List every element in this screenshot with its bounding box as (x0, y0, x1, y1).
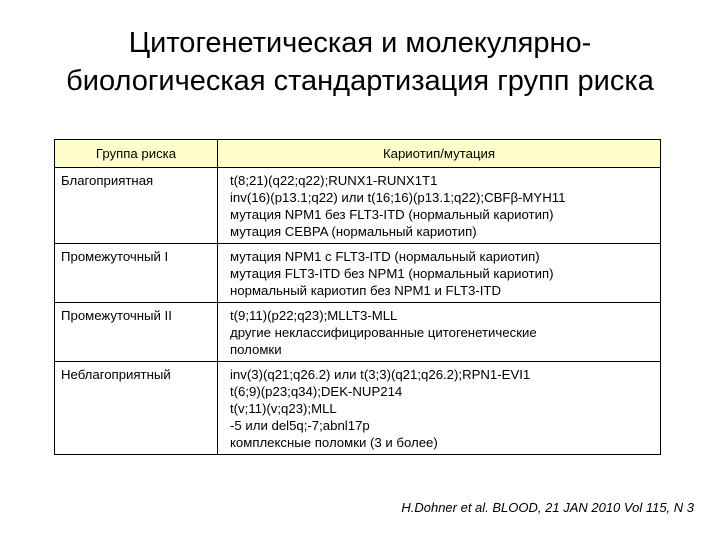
mutation-cell (218, 303, 661, 362)
mutation-line: inv(3)(q21;q26.2) или t(3;3)(q21;q26.2);RPN1-EVI1 (230, 367, 531, 382)
mutation-cell (218, 362, 661, 455)
mutation-line: t(v;11)(v;q23);MLL (230, 401, 337, 416)
mutation-line: t(6;9)(p23;q34);DEK-NUP214 (230, 384, 403, 399)
mutation-line: t(9;11)(p22;q23);MLLT3-MLL (230, 308, 398, 323)
page-title (0, 24, 720, 100)
risk-group-cell: Благоприятная (55, 168, 218, 244)
table-row (55, 244, 661, 303)
risk-group-cell: Промежуточный I (55, 244, 218, 303)
mutation-line: t(8;21)(q22;q22);RUNX1-RUNX1T1 (230, 173, 438, 188)
mutation-cell (218, 168, 661, 244)
table-header-row (55, 140, 661, 168)
risk-group-cell: Промежуточный II (55, 303, 218, 362)
mutation-cell (218, 244, 661, 303)
table-row (55, 168, 661, 244)
citation: H.Dohner et al. BLOOD, 21 JAN 2010 Vol 115, N 3 (401, 500, 694, 515)
table-row (55, 362, 661, 455)
title-line-2: биологическая стандартизация групп риска (66, 65, 654, 97)
mutation-line: мутация NPM1 с FLT3-ITD (нормальный кариотип) (230, 249, 540, 264)
header-risk-group: Группа риска (55, 140, 218, 168)
table-row (55, 303, 661, 362)
mutation-line: другие неклассифицированные цитогенетические (230, 325, 537, 340)
mutation-line: мутация NPM1 без FLT3-ITD (нормальный кариотип) (230, 207, 554, 222)
mutation-line: мутация CEBPA (нормальный кариотип) (230, 224, 477, 239)
risk-group-table (54, 139, 661, 455)
header-karyotype-mutation: Кариотип/мутация (218, 140, 661, 168)
risk-group-cell: Неблагоприятный (55, 362, 218, 455)
title-line-1: Цитогенетическая и молекулярно- (128, 27, 592, 59)
mutation-line: мутация FLT3-ITD без NPM1 (нормальный кариотип) (230, 266, 554, 281)
mutation-line: -5 или del5q;-7;abnl17p (230, 418, 370, 433)
mutation-line: нормальный кариотип без NPM1 и FLT3-ITD (230, 283, 501, 298)
mutation-line: inv(16)(p13.1;q22) или t(16;16)(p13.1;q22);CBFβ-MYH11 (230, 190, 566, 205)
mutation-line: комплексные поломки (3 и более) (230, 435, 438, 450)
mutation-line: поломки (230, 342, 282, 357)
